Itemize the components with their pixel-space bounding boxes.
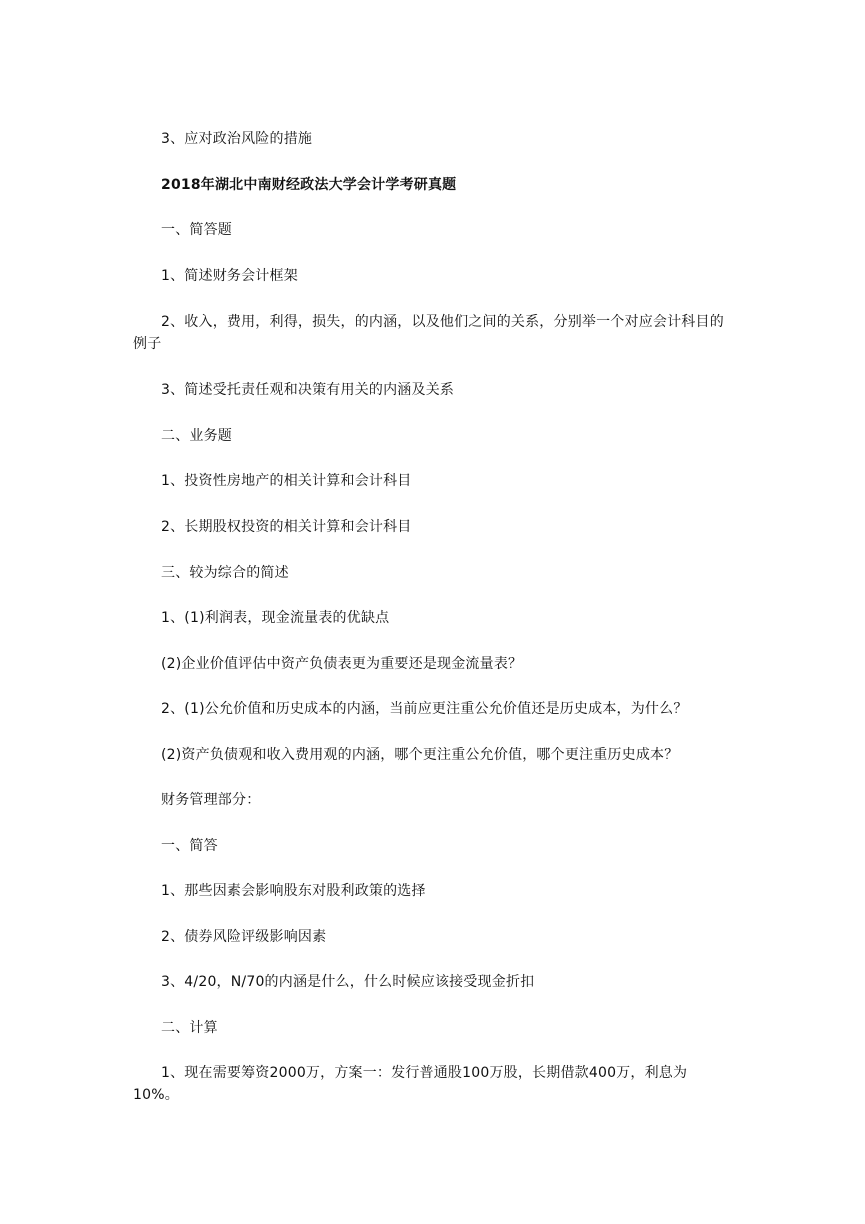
question-line: 2、债券风险评级影响因素 xyxy=(161,929,327,945)
question-line: 1、那些因素会影响股东对股利政策的选择 xyxy=(161,883,426,899)
section-heading: 二、计算 xyxy=(161,1020,218,1036)
question-line: 2、(1)公允价值和历史成本的内涵，当前应更注重公允价值还是历史成本，为什么？ xyxy=(161,701,688,717)
question-line: 1、简述财务会计框架 xyxy=(161,268,298,284)
question-line: 1、(1)利润表，现金流量表的优缺点 xyxy=(161,610,390,626)
section-heading: 财务管理部分： xyxy=(161,792,261,808)
section-title: 2018年湖北中南财经政法大学会计学考研真题 xyxy=(161,177,457,193)
question-line: 3、简述受托责任观和决策有用关的内涵及关系 xyxy=(161,382,455,398)
question-line: 1、投资性房地产的相关计算和会计科目 xyxy=(161,473,412,489)
question-line: 2、收入，费用，利得，损失，的内涵，以及他们之间的关系，分别举一个对应会计科目的例子 xyxy=(133,314,724,352)
question-line: 3、应对政治风险的措施 xyxy=(161,131,313,147)
question-line: (2)资产负债观和收入费用观的内涵，哪个更注重公允价值，哪个更注重历史成本？ xyxy=(161,747,679,763)
section-heading: 二、业务题 xyxy=(161,428,232,444)
section-heading: 一、简答 xyxy=(161,838,218,854)
section-heading: 一、简答题 xyxy=(161,222,232,238)
question-line: 1、现在需要筹资2000万，方案一：发行普通股100万股，长期借款400万，利息为10%。 xyxy=(133,1065,688,1103)
question-line: (2)企业价值评估中资产负债表更为重要还是现金流量表？ xyxy=(161,656,523,672)
section-heading: 三、较为综合的简述 xyxy=(161,565,289,581)
question-line: 2、长期股权投资的相关计算和会计科目 xyxy=(161,519,412,535)
question-line: 3、4/20，N/70的内涵是什么，什么时候应该接受现金折扣 xyxy=(161,974,535,990)
